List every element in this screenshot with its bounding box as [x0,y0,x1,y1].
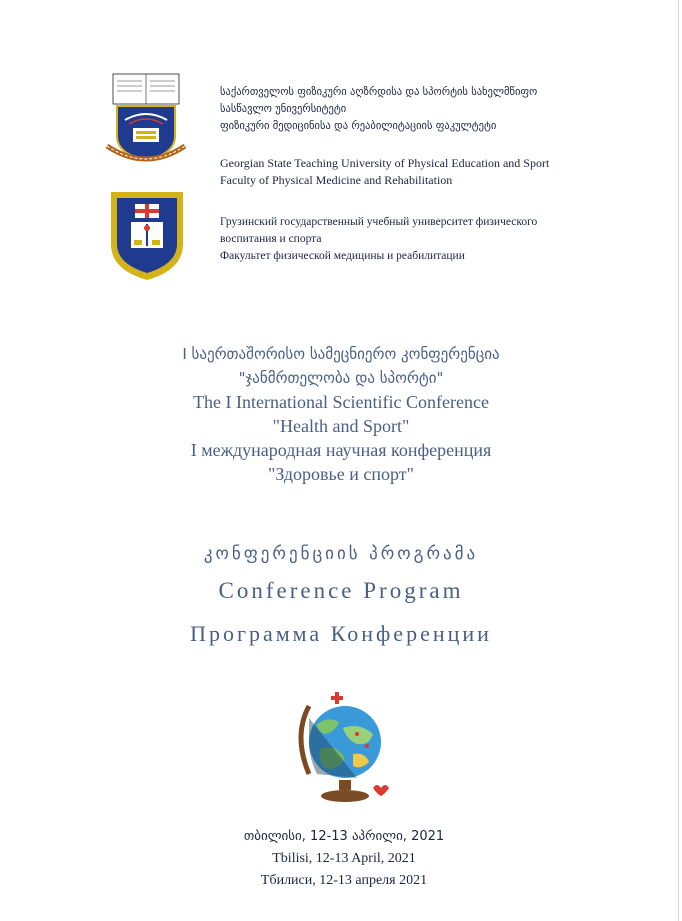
program-heading-en: Conference Program [218,578,464,603]
header-georgian-text [220,84,537,135]
program-heading-ka: კონფერენციის პროგრამა [203,544,479,564]
conference-subtitle-ru: "Здоровье и спорт" [267,464,414,484]
header-ru-line-1: Грузинский государственный учебный университет физического [220,216,538,228]
university-emblem-icon [103,72,189,166]
date-ru: Тбилиси, 12-13 апреля 2021 [260,873,428,888]
program-heading-block [0,540,682,652]
header-en-line-2: Faculty of Physical Medicine and Rehabilitation [220,173,453,187]
header-ru-line-3: Факультет физической медицины и реабилитации [220,250,465,262]
conference-title-en: The I International Scientific Conference [193,392,489,412]
globe-icon [287,688,397,806]
header-ka-line-2: სასწავლო უნივერსიტეტი [220,103,347,115]
conference-title-ru: I международная научная конференция [190,440,492,460]
date-location-block [220,826,468,892]
conference-title-block [0,342,682,486]
conference-subtitle-ka: "ჯანმრთელობა და სპორტი" [238,369,444,387]
header-english-text [220,155,549,189]
header-russian-text [220,214,537,265]
header-en-line-1: Georgian State Teaching University of Physical Education and Sport [220,156,550,170]
date-en: Tbilisi, 12-13 April, 2021 [272,851,416,866]
header-ka-line-1: საქართველოს ფიზიკური აღზრდისა და სპორტის სახელმწიფო [220,86,538,98]
conference-title-ka: I საერთაშორისო სამეცნიერო კონფერენცია [182,345,500,363]
header-ka-line-3: ფიზიკური მედიცინისა და რეაბილიტაციის ფაკულტეტი [220,120,497,132]
faculty-emblem-icon [107,188,187,282]
program-heading-ru: Программа Конференции [190,621,492,646]
date-ka: თბილისი, 12-13 აპრილი, 2021 [243,829,445,844]
header-ru-line-2: воспитания и спорта [220,233,322,245]
conference-subtitle-en: "Health and Sport" [272,416,410,436]
